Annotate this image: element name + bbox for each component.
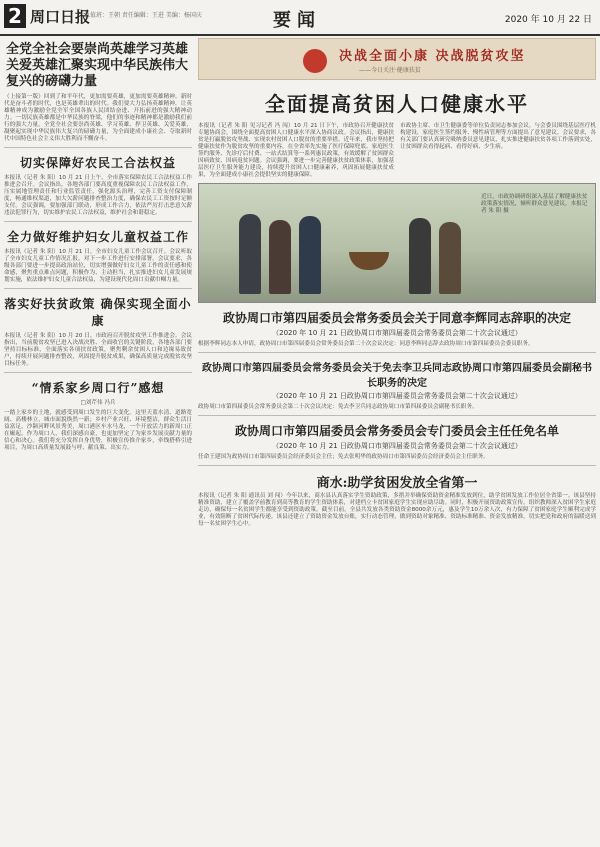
resolution-subtitle: （2020 年 10 月 21 日政协周口市第四届委员会常务委员会第二十次会议通过）: [272, 392, 522, 400]
article-shangshui: [198, 472, 596, 528]
resolution-headline: 政协周口市第四届委员会常务委员会关于免去李卫兵同志政协周口市第四届委员会副秘书长职务的决定: [202, 363, 592, 389]
main-headline: 全面提高贫困人口健康水平: [265, 92, 529, 116]
article-headline: 切实保障好农民工合法权益: [19, 156, 176, 170]
resolution-1: [198, 309, 596, 353]
right-column: [198, 38, 596, 843]
resolution-headline: 政协周口市第四届委员会常务委员会关于同意李辉同志辞职的决定: [222, 311, 571, 325]
resolution-body: 任命王建国为政协周口市第四届委员会经济委员会主任；免去张明华的政协周口市第四届委员会经济委员会主任职务。: [198, 454, 489, 460]
left-column: [4, 38, 192, 843]
article-body: 本报讯（记者 朱 阳 通讯员 刘 闯）今年以来，商水县认真落实学生资助政策，多措并举确保资助资金精准发放到位，助学贫困发放工作位居全省第一。该县坚持精准资助，建立了覆盖学前教育到高等教育的学生资助体系，对建档立卡贫困家庭学生实现应助尽助。同时，积极开展资助政策宣传，组织教师深入贫困学生家庭走访，确保每一名贫困学生都能享受到资助政策。截至目前，全县共发放各类资助资金8000余万元，惠及学生10万余人次，有力保障了贫困家庭学生顺利完成学业，有效阻断了贫困代际传递。该县还建立了资助资金发放台账，实行动态管理，做到资助对象精准、资助标准精准、资金发放精准，切实把党和政府的温暖送到每一名贫困学生心中。: [198, 493, 596, 527]
photo-person: [269, 220, 291, 294]
main-article-body-2: 市政协主席、市卫生健康委等单位负责同志参加会议。与会委员围绕基层医疗机构建设、家庭医生签约服务、慢性病管理等方面提出了意见建议。会议要求，各有关部门要认真研究吸纳委员意见建议，扎实推进健康扶贫各项工作落到实处，让贫困群众看得起病、看得好病、少生病。: [400, 123, 596, 150]
banner-slogan: 决战全面小康 决战脱贫攻坚: [339, 49, 526, 64]
page-number: 2: [4, 4, 26, 28]
main-article: [198, 123, 596, 179]
lead-body: （上接第一版）回到了和平年代，更加需要英雄，更加需要英雄精神。新时代是奋斗者的时代，也是英雄辈出的时代。我们要大力弘扬英雄精神，让英雄精神成为激励全党全军全国各族人民团结奋进、开拓前进的强大精神动力。一切民族英雄都是中华民族的脊梁，他们的事迹和精神都是激励我们前行的强大力量。全党全社会要崇尚英雄、学习英雄、捍卫英雄、关爱英雄，凝聚起实现中华民族伟大复兴的磅礴力量，为全面建成小康社会、夺取新时代中国特色社会主义伟大胜利而不懈奋斗。: [4, 94, 192, 142]
photo-caption: 近日，市政协调研组深入基层了解健康扶贫政策落实情况，倾听群众意见建议。本报记者 朱 阳 摄: [481, 194, 588, 214]
article-body: 本报讯（记者 朱 阳）10 月 20 日，市政府召开脱贫攻坚工作推进会。会议指出，当前脱贫攻坚已进入决战决胜、全面收官的关键阶段，各地各部门要坚持目标标准，全面落实各项扶贫政策，聚焦剩余贫困人口和边缘易致贫户，持续开展问题排查整改，巩固提升脱贫成果，确保高质量完成脱贫攻坚目标任务。: [4, 333, 192, 367]
main-article-body: 本报讯（记者 朱 阳 见习记者 冯 闯）10 月 21 日下午，市政协召开健康扶贫专题协商会，围绕全面提高贫困人口健康水平深入协商议政。会议指出，健康扶贫是打赢脱贫攻坚战、实现农村贫困人口脱贫的重要举措。近年来，我市坚持把健康扶贫作为脱贫攻坚的重要内容，在全省率先实施了医疗保障兜底、家庭医生签约服务、先诊疗后付费、一站式结算等一系列惠民政策，有效缓解了贫困群众因病致贫、因病返贫问题。会议强调，要进一步完善健康扶贫政策体系，加强基层医疗卫生服务能力建设，持续提升贫困人口健康素养，巩固拓展健康扶贫成果，为全面建成小康社会提供坚实的健康保障。: [198, 123, 394, 178]
resolution-headline: 政协周口市第四届委员会常务委员会专门委员会主任任免名单: [234, 424, 559, 438]
paper-name: 周口日报: [30, 8, 91, 26]
resolution-subtitle: （2020 年 10 月 21 日政协周口市第四届委员会常务委员会第二十次会议通过）: [272, 329, 522, 337]
photo-person: [409, 218, 431, 294]
resolution-3: [198, 422, 596, 466]
article-byline: □刘芹伟 冯兵: [80, 400, 116, 406]
news-photo: [198, 183, 596, 303]
article-headline: 商水:助学贫困发放全省第一: [316, 476, 478, 491]
article-body: 本报讯（记者 朱 阳）10 月 21 日，全市妇女儿童工作会议召开。会议听取了全市妇女儿童工作情况汇报，对下一步工作进行安排部署。会议要求，各级各部门要进一步提高政治站位，切实增强做好妇女儿童工作的责任感和使命感，聚焦重点难点问题，积极作为、主动担当，扎实推进妇女儿童发展规划实施，依法维护妇女儿童合法权益，为建设现代化周口贡献巾帼力量。: [4, 249, 192, 283]
lead-article: [4, 42, 192, 148]
photo-person: [299, 216, 321, 294]
article-headline: 落实好扶贫政策 确保实现全面小康: [4, 297, 192, 328]
photo-person: [239, 214, 261, 294]
article-body: 本报讯（记者 朱 阳）10 月 21 日上午，全市落实保障农民工合法权益工作推进会召开。会议指出，各地各部门要高度重视保障农民工合法权益工作，压实属地管理责任和行业监管责任，强化源头治理，完善工资支付保障制度，畅通维权渠道，加大欠薪问题排查整治力度，确保农民工工资按时足额支付。会议强调，要加强部门联动，形成工作合力，依法严厉打击恶意欠薪违法犯罪行为，切实维护农民工合法权益，维护社会和谐稳定。: [4, 175, 192, 216]
masthead-meta: 总值班：王朝 责任编辑：王进 美编：杨国庆: [84, 12, 202, 19]
resolution-body: 根据李辉同志本人申请，政协周口市第四届委员会常务委员会第二十次会议决定：同意李辉同志辞去政协周口市第四届委员会委员职务。: [198, 341, 534, 347]
article-body: 一踏上家乡的土地，就感受到周口发生的巨大变化。这里天蓝水清、道路宽阔、高楼林立，城市面貌焕然一新；乡村产业兴旺、环境整洁，群众生活日益富足。沙颍河畔风景秀美，周口港区车水马龙，一个开放活力的新周口正在崛起。作为周口人，我们深感自豪，也更加坚定了为家乡发展贡献力量的信心和决心。我们将充分发挥自身优势，积极宣传推介家乡，牵线搭桥引进项目，为周口高质量发展鼓与呼、献良策、出实力。: [4, 410, 192, 451]
resolution-body: 政协周口市第四届委员会常务委员会第二十次会议决定：免去李卫兵同志政协周口市第四届委员会副秘书长职务。: [198, 404, 478, 410]
photo-person: [439, 222, 461, 294]
article-headline: 全力做好维护妇女儿童权益工作: [6, 230, 189, 244]
page-topic: 要闻: [273, 10, 321, 31]
article-headline: “情系家乡周口行”感想: [31, 381, 165, 395]
article-women-children: [4, 228, 192, 289]
resolution-subtitle: （2020 年 10 月 21 日政协周口市第四届委员会常务委员会第二十次会议通过）: [272, 442, 522, 450]
issue-date: 2020 年 10 月 22 日: [504, 15, 592, 25]
photo-grain-basket: [349, 252, 389, 270]
masthead: [0, 0, 600, 36]
article-hometown-visit: [4, 379, 192, 452]
banner-subtitle: ——今日关注·健康扶贫: [359, 67, 421, 74]
article-migrant-workers: [4, 154, 192, 222]
lead-headline: 全党全社会要崇尚英雄学习英雄关爱英雄汇聚实现中华民族伟大复兴的磅礴力量: [6, 42, 189, 89]
resolution-2: [198, 359, 596, 416]
article-poverty-policy: [4, 295, 192, 373]
campaign-banner: [198, 38, 596, 80]
party-emblem-icon: [303, 49, 327, 73]
